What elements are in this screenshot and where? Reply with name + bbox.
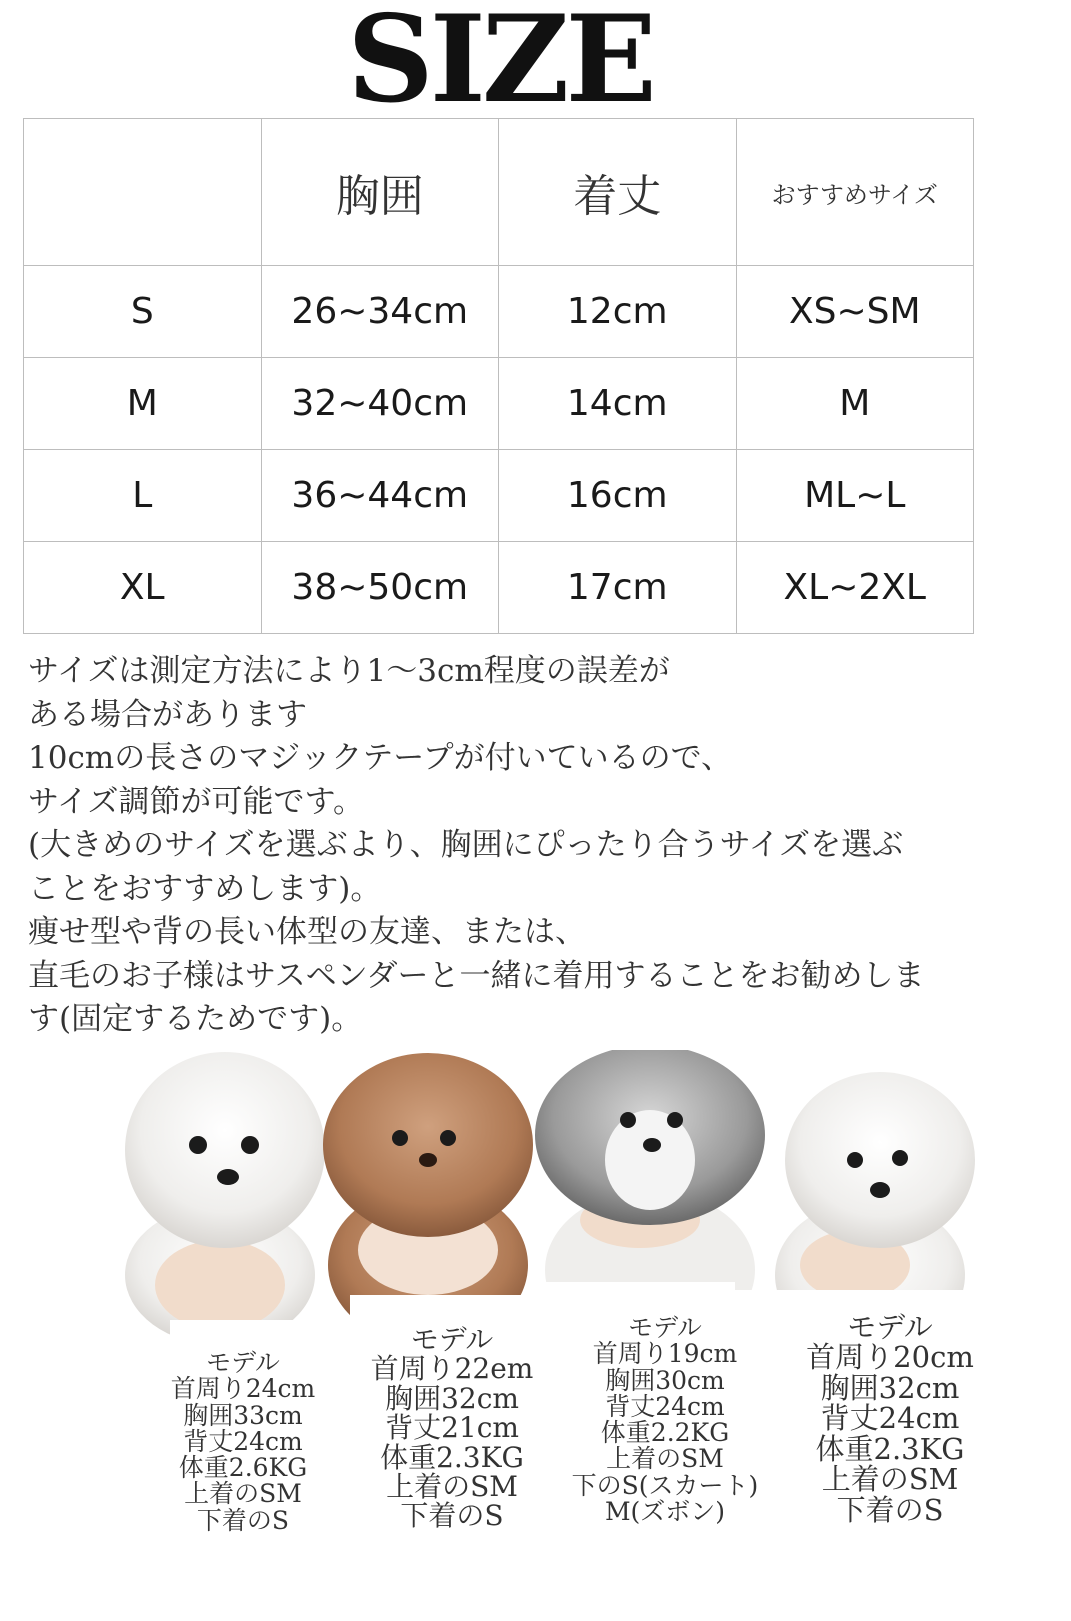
note-line: ことをおすすめします)。	[28, 870, 382, 907]
model-dogs-photo	[110, 1050, 995, 1340]
model-caption-3	[555, 1315, 775, 1525]
caption-line: 体重2.3KG	[815, 1431, 965, 1466]
recommended-cell: XS~SM	[736, 266, 974, 358]
size-cell: L	[24, 450, 262, 542]
header-cell-recommended-size: おすすめサイズ	[736, 119, 974, 266]
size-notes	[28, 650, 1058, 1042]
caption-line: 下着のS	[400, 1499, 504, 1533]
caption-line: 体重2.2KG	[600, 1418, 730, 1447]
chest-cell: 26~34cm	[261, 266, 499, 358]
note-line: (大きめのサイズを選ぶより、胸囲にぴったり合うサイズを選ぶ	[28, 827, 904, 863]
recommended-cell: M	[736, 358, 974, 450]
size-cell: XL	[24, 542, 262, 634]
caption-line: 上着のSM	[606, 1444, 724, 1474]
table-row	[24, 266, 974, 358]
chest-cell: 36~44cm	[261, 450, 499, 542]
caption-line: 胸囲32cm	[820, 1370, 960, 1405]
caption-line: 下着のS	[196, 1505, 290, 1535]
header-cell-length: 着丈	[499, 119, 737, 266]
dog-white-1	[125, 1052, 325, 1340]
caption-line: 首周り19cm	[592, 1339, 738, 1369]
caption-line: 首周り20cm	[806, 1340, 974, 1375]
recommended-cell: ML~L	[736, 450, 974, 542]
caption-line: 上着のSM	[821, 1462, 959, 1497]
recommended-cell: XL~2XL	[736, 542, 974, 634]
caption-line: モデル	[628, 1313, 702, 1342]
note-line: 10cmの長さのマジックテープが付いているので、	[28, 740, 733, 776]
caption-line: 背丈21cm	[385, 1411, 519, 1445]
model-caption-1	[148, 1350, 338, 1534]
table-row	[24, 542, 974, 634]
caption-line: 背丈24cm	[820, 1401, 960, 1436]
caption-line: M(ズボン)	[604, 1496, 726, 1526]
caption-line: 上着のSM	[386, 1469, 518, 1503]
size-cell: S	[24, 266, 262, 358]
caption-line: 背丈24cm	[605, 1391, 725, 1421]
length-cell: 16cm	[499, 450, 737, 542]
header-cell-empty	[24, 119, 262, 266]
chest-cell: 38~50cm	[261, 542, 499, 634]
length-cell: 12cm	[499, 266, 737, 358]
caption-line: 首周り22em	[370, 1352, 534, 1386]
caption-line: 胸囲30cm	[605, 1365, 725, 1395]
caption-line: モデル	[410, 1323, 494, 1356]
page-title: SIZE	[347, 0, 653, 130]
table-row	[24, 358, 974, 450]
header-cell-chest: 胸囲	[261, 119, 499, 266]
note-line: 痩せ型や背の長い体型の友達、または、	[28, 914, 586, 950]
caption-line: 下着のS	[836, 1492, 944, 1527]
model-caption-2	[352, 1325, 552, 1531]
note-line: サイズ調節が可能です。	[28, 783, 365, 820]
size-cell: M	[24, 358, 262, 450]
caption-line: モデル	[206, 1348, 280, 1377]
note-line: す(固定するためです)。	[28, 1001, 363, 1037]
length-cell: 14cm	[499, 358, 737, 450]
note-line: ある場合があります	[28, 696, 307, 733]
caption-line: モデル	[847, 1310, 933, 1344]
caption-line: 首周り24cm	[170, 1374, 316, 1404]
table-row	[24, 450, 974, 542]
caption-line: 胸囲32cm	[385, 1381, 519, 1415]
chest-cell: 32~40cm	[261, 358, 499, 450]
caption-line: 下のS(スカート)	[571, 1470, 759, 1500]
caption-line: 体重2.3KG	[380, 1440, 524, 1474]
caption-line: 胸囲33cm	[183, 1400, 303, 1430]
caption-line: 上着のSM	[184, 1479, 302, 1509]
size-table	[23, 118, 974, 634]
note-line: サイズは測定方法により1〜3cm程度の誤差が	[28, 653, 670, 689]
caption-line: 体重2.6KG	[178, 1453, 308, 1482]
table-header-row	[24, 119, 974, 266]
caption-line: 背丈24cm	[183, 1426, 303, 1456]
note-line: 直毛のお子様はサスペンダーと一緒に着用することをお勧めしま	[28, 957, 925, 994]
model-caption-4	[780, 1312, 1000, 1525]
length-cell: 17cm	[499, 542, 737, 634]
